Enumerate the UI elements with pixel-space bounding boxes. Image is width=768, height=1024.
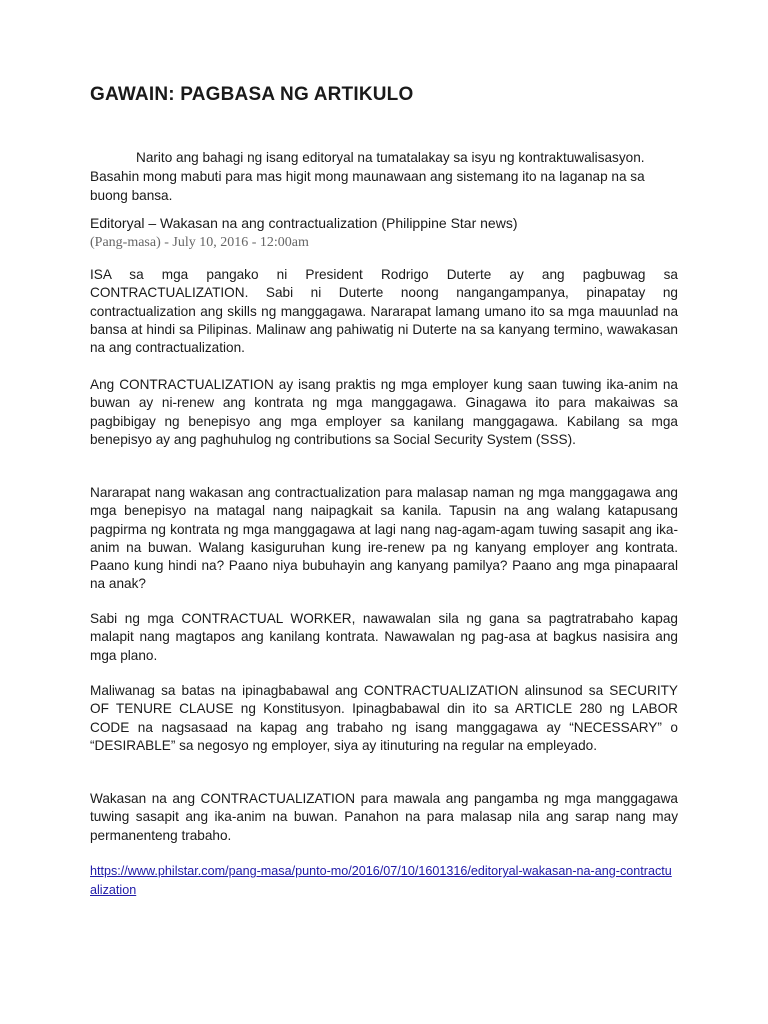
article-paragraph-1: ISA sa mga pangako ni President Rodrigo Duterte ay ang pagbuwag sa CONTRACTUALIZATION. Sabi ni Duterte noong nangangampanya, pinapatay ng contractualization ang skills ng manggagawa. Nararapat lamang umano ito sa mga mauunlad na bansa at hindi sa Pilipinas. Malinaw ang pahiwatig ni Duterte na sa kanyang termino, wawakasan na ang contractualization. xyxy=(90,267,678,356)
page-title: GAWAIN: PAGBASA NG ARTIKULO xyxy=(90,84,414,105)
source-link[interactable]: https://www.philstar.com/pang-masa/punto-mo/2016/07/10/1601316/editoryal-wakasan-na-ang-contractualization xyxy=(90,864,672,897)
article-paragraph-2: Ang CONTRACTUALIZATION ay isang praktis ng mga employer kung saan tuwing ika-anim na buwan ay ni-renew ang kontrata ng mga manggagawa. Ginagawa ito para makaiwas sa pagbibigay ng benepisyo ang mga employer sa kanilang manggagawa. Kabilang sa mga benepisyo ay ang paghuhulog ng contributions sa Social Security System (SSS). xyxy=(90,377,678,447)
article-paragraph-4: Sabi ng mga CONTRACTUAL WORKER, nawawalan sila ng gana sa pagtratrabaho kapag malapit nang magtapos ang kanilang kontrata. Nawawalan ng pag-asa at bagkus nasisira ang mga plano. xyxy=(90,611,678,663)
article-paragraph-6: Wakasan na ang CONTRACTUALIZATION para mawala ang pangamba ng mga manggagawa tuwing sasapit ang ika-anim na buwan. Panahon na para malasap nila ang sarap nang may permanenteng trabaho. xyxy=(90,791,678,843)
article-byline: (Pang-masa) - July 10, 2016 - 12:00am xyxy=(90,235,309,250)
article-paragraph-3: Nararapat nang wakasan ang contractualization para malasap naman ng mga manggagawa ang mga benepisyo na matagal nang naipagkait sa kanila. Tapusin na ang walang katapusang pagpirma ng kontrata ng mga manggagawa at lagi nang nag-agam-agam tuwing sasapit ang ika-anim na buwan. Walang kasiguruhan kung ire-renew pa ng kanyang employer ang kontrata. Paano kung hindi na? Paano niya bubuhayin ang kanyang pamilya? Paano ang mga pinapaaral na anak? xyxy=(90,485,678,592)
article-headline: Editoryal – Wakasan na ang contractualization (Philippine Star news) xyxy=(90,215,518,231)
intro-paragraph: Narito ang bahagi ng isang editoryal na tumatalakay sa isyu ng kontraktuwalisasyon. Basahin mong mabuti para mas higit mong maunawaan ang sistemang ito na laganap na sa buong bansa. xyxy=(90,150,645,203)
article-paragraph-5: Maliwanag sa batas na ipinagbabawal ang CONTRACTUALIZATION alinsunod sa SECURITY OF TENURE CLAUSE ng Konstitusyon. Ipinagbabawal din ito sa ARTICLE 280 ng LABOR CODE na nagsasaad na kapag ang trabaho ng isang manggagawa ay “NECESSARY” o “DESIRABLE” sa negosyo ng employer, siya ay itinuturing na regular na empleyado. xyxy=(90,683,678,753)
